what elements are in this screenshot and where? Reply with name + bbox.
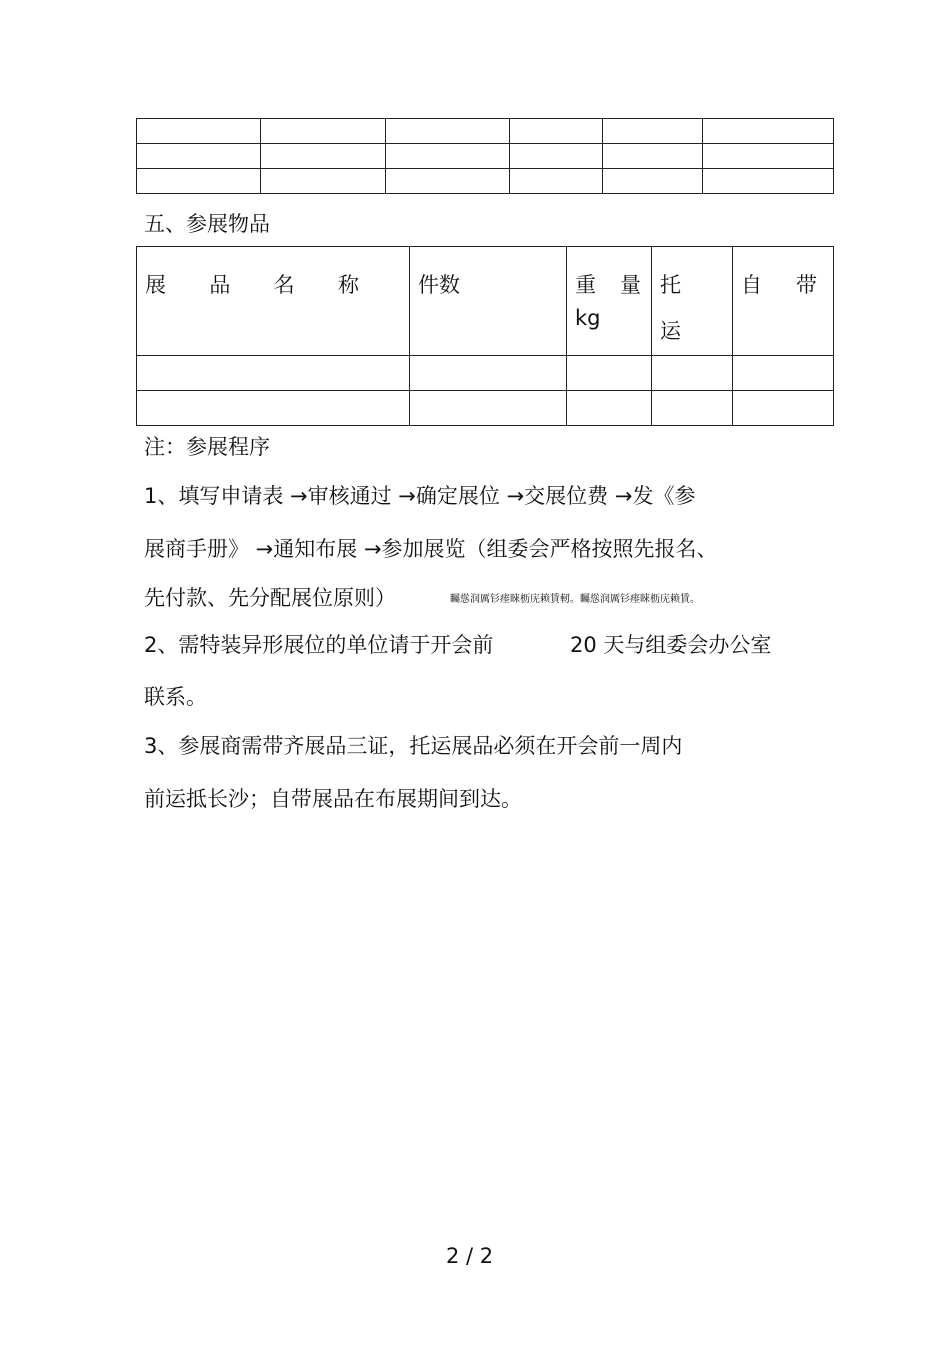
note-item-1-line-1: 1、填写申请表 →审核通过 →确定展位 →交展位费 →发《参 bbox=[144, 484, 696, 508]
section-heading: 五、参展物品 bbox=[144, 212, 270, 236]
table-cell bbox=[137, 119, 261, 144]
table-cell bbox=[567, 356, 652, 391]
table-cell bbox=[386, 169, 510, 194]
notes-title: 注：参展程序 bbox=[144, 435, 270, 459]
table-cell bbox=[603, 169, 703, 194]
table-row bbox=[137, 144, 834, 169]
note-item-2-line-1b: 20 天与组委会办公室 bbox=[570, 633, 772, 657]
table-cell bbox=[137, 356, 410, 391]
table-cell bbox=[137, 144, 261, 169]
note-item-3-line-2: 前运抵长沙；自带展品在布展期间到达。 bbox=[144, 787, 522, 811]
header-count bbox=[410, 247, 567, 356]
table-cell bbox=[603, 119, 703, 144]
top-table bbox=[136, 118, 834, 194]
table-cell bbox=[567, 391, 652, 426]
table-row bbox=[137, 391, 834, 426]
note-item-1-line-3: 先付款、先分配展位原则） bbox=[144, 586, 396, 610]
header-char: 品 bbox=[209, 273, 231, 297]
note-item-3-line-1: 3、参展商需带齐展品三证，托运展品必须在开会前一周内 bbox=[144, 734, 683, 758]
table-cell bbox=[386, 144, 510, 169]
exhibits-table bbox=[136, 246, 834, 426]
table-cell bbox=[261, 144, 386, 169]
header-char: 名 bbox=[273, 273, 295, 297]
header-char: 自 bbox=[741, 273, 762, 297]
note-item-2-line-1a: 2、需特装异形展位的单位请于开会前 bbox=[144, 633, 494, 657]
table-cell bbox=[261, 119, 386, 144]
header-char: 展 bbox=[145, 273, 166, 297]
table-cell bbox=[652, 356, 733, 391]
header-weight bbox=[567, 247, 652, 356]
table-cell bbox=[733, 356, 834, 391]
table-cell bbox=[137, 169, 261, 194]
table-row bbox=[137, 169, 834, 194]
table-row bbox=[137, 119, 834, 144]
table-cell bbox=[703, 169, 834, 194]
header-weight-unit: kg bbox=[575, 306, 601, 330]
table-header-row bbox=[137, 247, 834, 356]
header-self-carry bbox=[733, 247, 834, 356]
table-cell bbox=[137, 391, 410, 426]
header-char: 带 bbox=[796, 273, 817, 297]
table-cell bbox=[386, 119, 510, 144]
table-cell bbox=[703, 144, 834, 169]
header-char: 重 bbox=[575, 273, 596, 297]
table-cell bbox=[510, 169, 603, 194]
header-exhibit-name bbox=[137, 247, 410, 356]
table-cell bbox=[510, 119, 603, 144]
table-cell bbox=[261, 169, 386, 194]
header-char: 称 bbox=[337, 273, 359, 297]
header-char: 量 bbox=[620, 273, 641, 297]
header-shipping bbox=[652, 247, 733, 356]
header-shipping-line1: 托 bbox=[660, 273, 681, 297]
table-cell bbox=[603, 144, 703, 169]
note-garbled-small-text: 矚慫润厲钐瘗睞枥庑赖賃軔。矚慫润厲钐瘗睞枥庑赖賃。 bbox=[450, 594, 700, 605]
note-item-1-line-2: 展商手册》 →通知布展 →参加展览（组委会严格按照先报名、 bbox=[144, 537, 718, 561]
table-cell bbox=[510, 144, 603, 169]
header-count-label: 件数 bbox=[418, 273, 460, 297]
table-cell bbox=[703, 119, 834, 144]
page-number: 2 / 2 bbox=[446, 1244, 494, 1268]
table-cell bbox=[410, 391, 567, 426]
table-cell bbox=[652, 391, 733, 426]
table-cell bbox=[410, 356, 567, 391]
table-cell bbox=[733, 391, 834, 426]
note-item-2-line-2: 联系。 bbox=[144, 685, 207, 709]
header-shipping-line2: 运 bbox=[660, 319, 681, 343]
table-row bbox=[137, 356, 834, 391]
